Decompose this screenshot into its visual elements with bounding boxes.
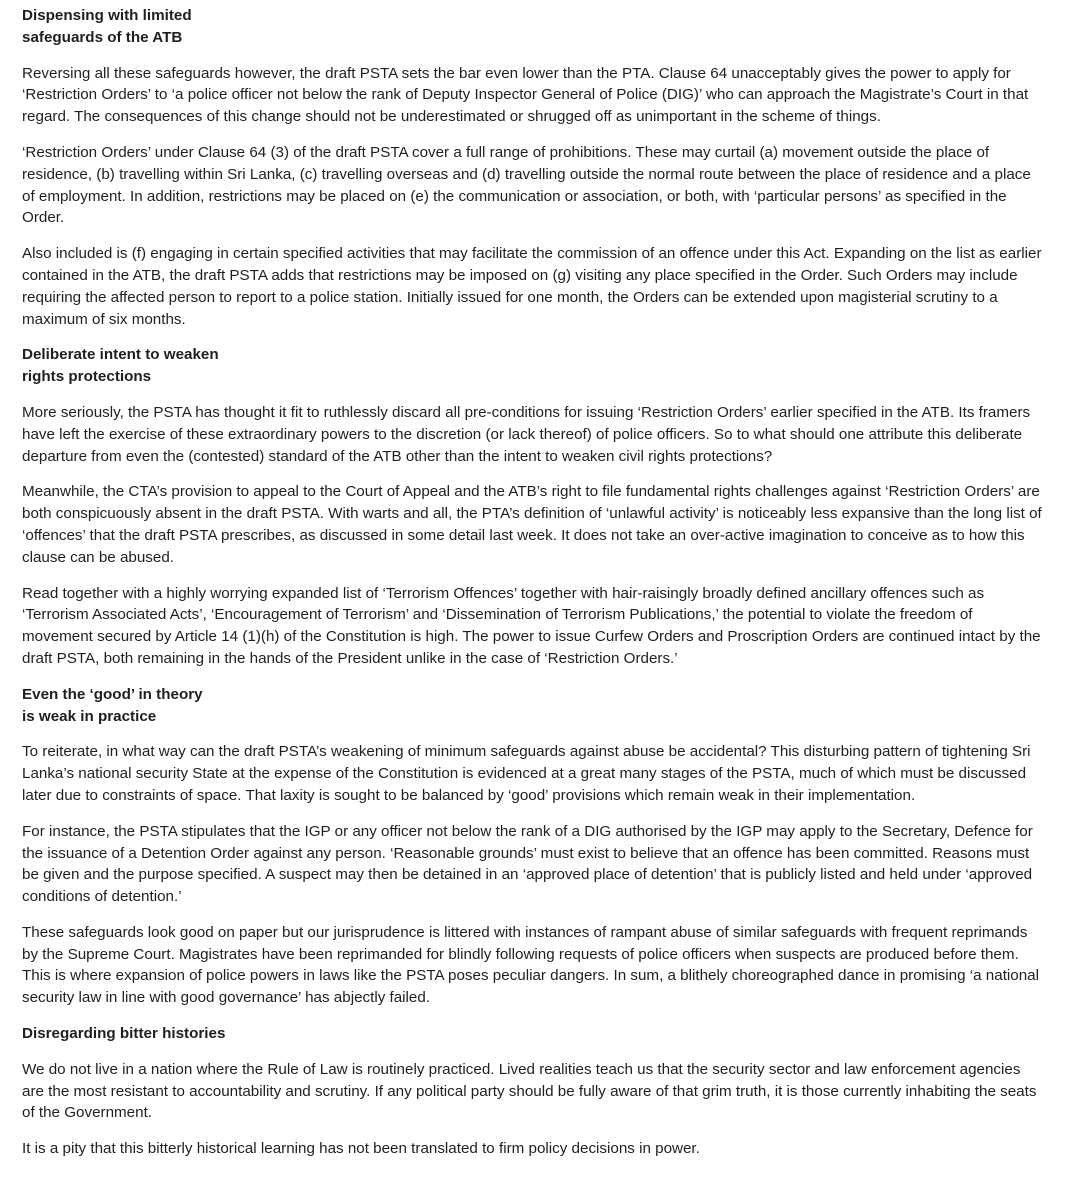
paragraph: Read together with a highly worrying expanded list of ‘Terrorism Offences’ together with hair-raisingly broadly defined ancillary offences such as ‘Terrorism Associated Acts’, ‘Encouragement of Terrorism’ and ‘Dissemination of Terrorism Publications,’ the potential to violate the freedom of movement secured by Article 14 (1)(h) of the Constitution is high. The power to issue Curfew Orders and Proscription Orders are continued intact by the draft PSTA, both remaining in the hands of the President unlike in the case of ‘Restriction Orders.’ <box>22 584 1041 667</box>
paragraph: ‘Restriction Orders’ under Clause 64 (3) of the draft PSTA cover a full range of prohibitions. These may curtail (a) movement outside the place of residence, (b) travelling within Sri Lanka, (c) travelling overseas and (d) travelling outside the normal route between the place of residence and a place of employment. In addition, restrictions may be placed on (e) the communication or association, or both, with ‘particular persons’ as specified in the Order. <box>22 143 1031 227</box>
section-heading-line: safeguards of the ATB <box>22 28 183 46</box>
paragraph: To reiterate, in what way can the draft PSTA’s weakening of minimum safeguards against abuse be accidental? This disturbing pattern of tightening Sri Lanka’s national security State at the expense of the Constitution is evidenced at a great many stages of the PSTA, much of which must be discussed later due to constraints of space. That laxity is sought to be balanced by ‘good’ provisions which remain weak in their implementation. <box>22 743 1031 804</box>
paragraph: Meanwhile, the CTA’s provision to appeal to the Court of Appeal and the ATB’s right to file fundamental rights challenges against ‘Restriction Orders’ are both conspicuously absent in the draft PSTA. With warts and all, the PTA’s definition of ‘unlawful activity’ is noticeably less expansive than the long list of ‘offences’ that the draft PSTA prescribes, as discussed in some detail last week. It does not take an over-active imagination to conceive as to how this clause can be abused. <box>22 483 1042 566</box>
section-heading <box>22 1023 1046 1045</box>
paragraph: These safeguards look good on paper but our jurisprudence is littered with instances of rampant abuse of similar safeguards with frequent reprimands by the Supreme Court. Magistrates have been reprimanded for blindly following requests of police officers when suspects are produced before them. This is where expansion of police powers in laws like the PSTA poses peculiar dangers. In sum, a blithely choreographed dance in promising ‘a national security law in line with good governance’ has abjectly failed. <box>22 923 1039 1007</box>
article-body <box>22 5 1046 1174</box>
section-heading-line: Even the ‘good’ in theory <box>22 685 203 703</box>
paragraph: It is a pity that this bitterly historical learning has not been translated to firm policy decisions in power. <box>22 1140 700 1158</box>
section-heading <box>22 344 1046 388</box>
section-heading-line: Deliberate intent to weaken <box>22 346 219 364</box>
paragraph: Reversing all these safeguards however, the draft PSTA sets the bar even lower than the PTA. Clause 64 unacceptably gives the power to apply for ‘Restriction Orders’ to ‘a police officer not below the rank of Deputy Inspector General of Police (DIG)’ who can approach the Magistrate’s Court in that regard. The consequences of this change should not be underestimated or shrugged off as unimportant in the scheme of things. <box>22 64 1029 126</box>
paragraph: For instance, the PSTA stipulates that the IGP or any officer not below the rank of a DIG authorised by the IGP may apply to the Secretary, Defence for the issuance of a Detention Order against any person. ‘Reasonable grounds’ must exist to believe that an offence has been committed. Reasons must be given and the purpose specified. A suspect may then be detained in an ‘approved place of detention’ that is publicly listed and held under ‘approved conditions of detention.’ <box>22 822 1033 906</box>
section-heading-line: Dispensing with limited <box>22 7 192 24</box>
paragraph: Also included is (f) engaging in certain specified activities that may facilitate the commission of an offence under this Act. Expanding on the list as earlier contained in the ATB, the draft PSTA adds that restrictions may be imposed on (g) visiting any place specified in the Order. Such Orders may include requiring the affected person to report to a police station. Initially issued for one month, the Orders can be extended upon magisterial scrutiny to a maximum of six months. <box>22 245 1042 328</box>
section-heading-line: Disregarding bitter histories <box>22 1025 226 1043</box>
paragraph: We do not live in a nation where the Rule of Law is routinely practiced. Lived realities teach us that the security sector and law enforcement agencies are the most resistant to accountability and scrutiny. If any political party should be fully aware of that grim truth, it is those currently inhabiting the seats of the Government. <box>22 1060 1037 1122</box>
section-heading <box>22 684 1046 728</box>
section-heading-line: is weak in practice <box>22 707 157 725</box>
paragraph: More seriously, the PSTA has thought it fit to ruthlessly discard all pre-conditions for issuing ‘Restriction Orders’ earlier specified in the ATB. Its framers have left the exercise of these extraordinary powers to the discretion (or lack thereof) of police officers. So to what should one attribute this deliberate departure from even the (contested) standard of the ATB other than the intent to weaken civil rights protections? <box>22 403 1031 465</box>
section-heading <box>22 5 1046 49</box>
section-heading-line: rights protections <box>22 368 152 386</box>
